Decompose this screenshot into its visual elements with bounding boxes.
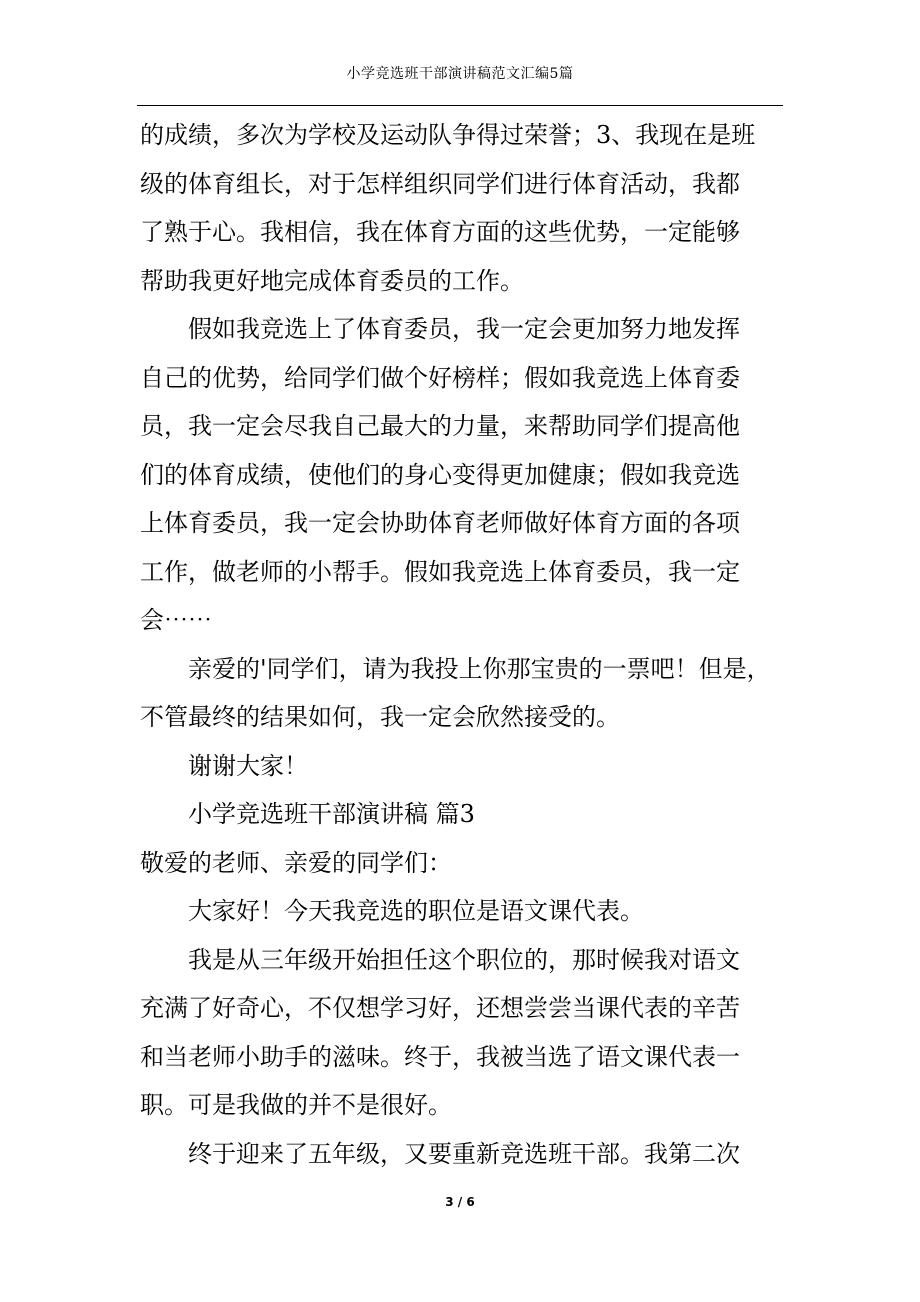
page-header-title: 小学竞选班干部演讲稿范文汇编5篇 [346,66,574,82]
body-line: 会⋯⋯ [140,606,212,634]
body-line: 我是从三年级开始担任这个职位的，那时候我对语文 [188,945,740,974]
body-line: 和当老师小助手的滋味。终于，我被当选了语文课代表一 [140,1042,740,1071]
page-number: 3 / 6 [445,1195,475,1209]
document-body [140,111,771,1178]
body-line: 的成绩，多次为学校及运动队争得过荣誉；3、我现在是班 [140,121,756,149]
section-heading: 小学竞选班干部演讲稿 篇3 [188,800,475,828]
body-line: 不管最终的结果如何，我一定会欣然接受的。 [140,703,620,731]
body-line: 亲爱的'同学们，请为我投上你那宝贵的一票吧！但是， [188,654,771,683]
body-line: 帮助我更好地完成体育委员的工作。 [140,266,524,295]
body-line: 工作，做老师的小帮手。假如我竞选上体育委员，我一定 [140,557,740,586]
body-line: 职。可是我做的并不是很好。 [140,1091,452,1119]
body-line: 们的体育成绩，使他们的身心变得更加健康；假如我竞选 [140,460,740,489]
body-line: 谢谢大家！ [188,751,308,780]
body-line: 员，我一定会尽我自己最大的力量，来帮助同学们提高他 [140,412,740,440]
body-line: 自己的优势，给同学们做个好榜样；假如我竞选上体育委 [140,363,740,392]
header-divider [137,105,783,106]
body-line: 上体育委员，我一定会协助体育老师做好体育方面的各项 [140,509,740,537]
salutation-line: 敬爱的老师、亲爱的同学们： [140,848,452,877]
body-line: 假如我竞选上了体育委员，我一定会更加努力地发挥 [188,315,740,343]
body-line: 了熟于心。我相信，我在体育方面的这些优势，一定能够 [140,218,740,246]
body-line: 终于迎来了五年级，又要重新竞选班干部。我第二次 [188,1139,740,1168]
body-line: 级的体育组长，对于怎样组织同学们进行体育活动，我都 [140,169,740,198]
body-line: 充满了好奇心，不仅想学习好，还想尝尝当课代表的辛苦 [140,994,740,1022]
body-line: 大家好！今天我竞选的职位是语文课代表。 [188,897,644,925]
